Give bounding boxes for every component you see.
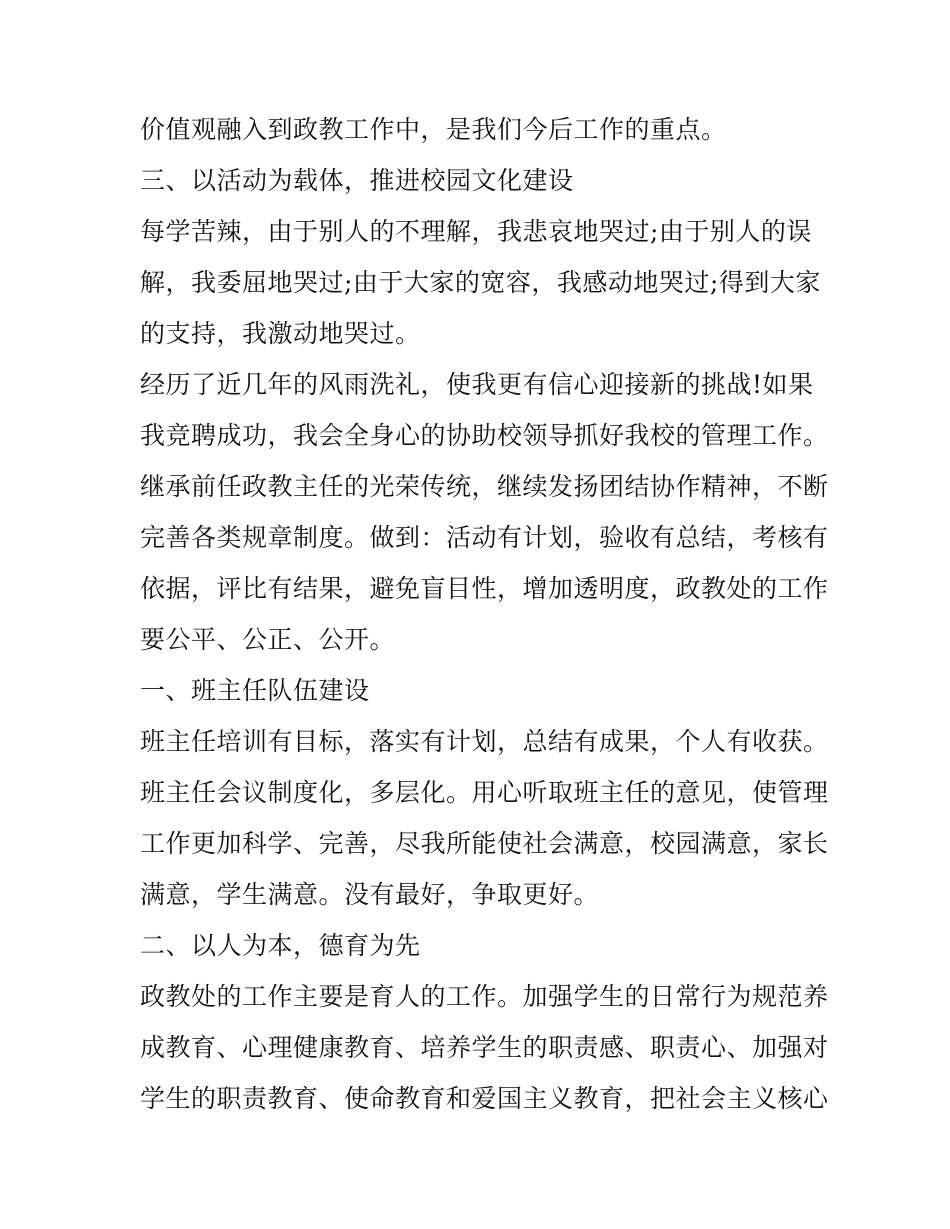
text-line: 完善各类规章制度。做到：活动有计划，验收有总结，考核有 [140, 523, 829, 552]
text-line: 依据，评比有结果，避免盲目性，增加透明度，政教处的工作 [140, 574, 829, 603]
text-line: 经历了近几年的风雨洗礼，使我更有信心迎接新的挑战!如果 [140, 370, 814, 399]
section-heading: 三、以活动为载体，推进校园文化建设 [140, 166, 574, 195]
text-line: 每学苦辣，由于别人的不理解，我悲哀地哭过;由于别人的误 [140, 217, 812, 246]
text-line: 解，我委屈地哭过;由于大家的宽容，我感动地哭过;得到大家 [140, 268, 821, 297]
text-line: 要公平、公正、公开。 [140, 625, 396, 654]
text-line: 工作更加科学、完善，尽我所能使社会满意，校园满意，家长 [140, 829, 829, 858]
section-heading: 一、班主任队伍建设 [140, 676, 370, 705]
text-line: 政教处的工作主要是育人的工作。加强学生的日常行为规范养 [140, 982, 829, 1011]
text-line: 成教育、心理健康教育、培养学生的职责感、职责心、加强对 [140, 1033, 829, 1062]
text-line: 满意，学生满意。没有最好，争取更好。 [140, 880, 600, 909]
document-body [140, 104, 829, 1124]
text-line: 的支持，我激动地哭过。 [140, 319, 421, 348]
text-line: 继承前任政教主任的光荣传统，继续发扬团结协作精神，不断 [140, 472, 829, 501]
text-line: 价值观融入到政教工作中，是我们今后工作的重点。 [140, 115, 727, 144]
text-line: 学生的职责教育、使命教育和爱国主义教育，把社会主义核心 [140, 1084, 829, 1113]
text-line: 班主任会议制度化，多层化。用心听取班主任的意见，使管理 [140, 778, 829, 807]
section-heading: 二、以人为本，德育为先 [140, 931, 421, 960]
text-line: 班主任培训有目标，落实有计划，总结有成果，个人有收获。 [140, 727, 829, 756]
text-line: 我竞聘成功，我会全身心的协助校领导抓好我校的管理工作。 [140, 421, 829, 450]
